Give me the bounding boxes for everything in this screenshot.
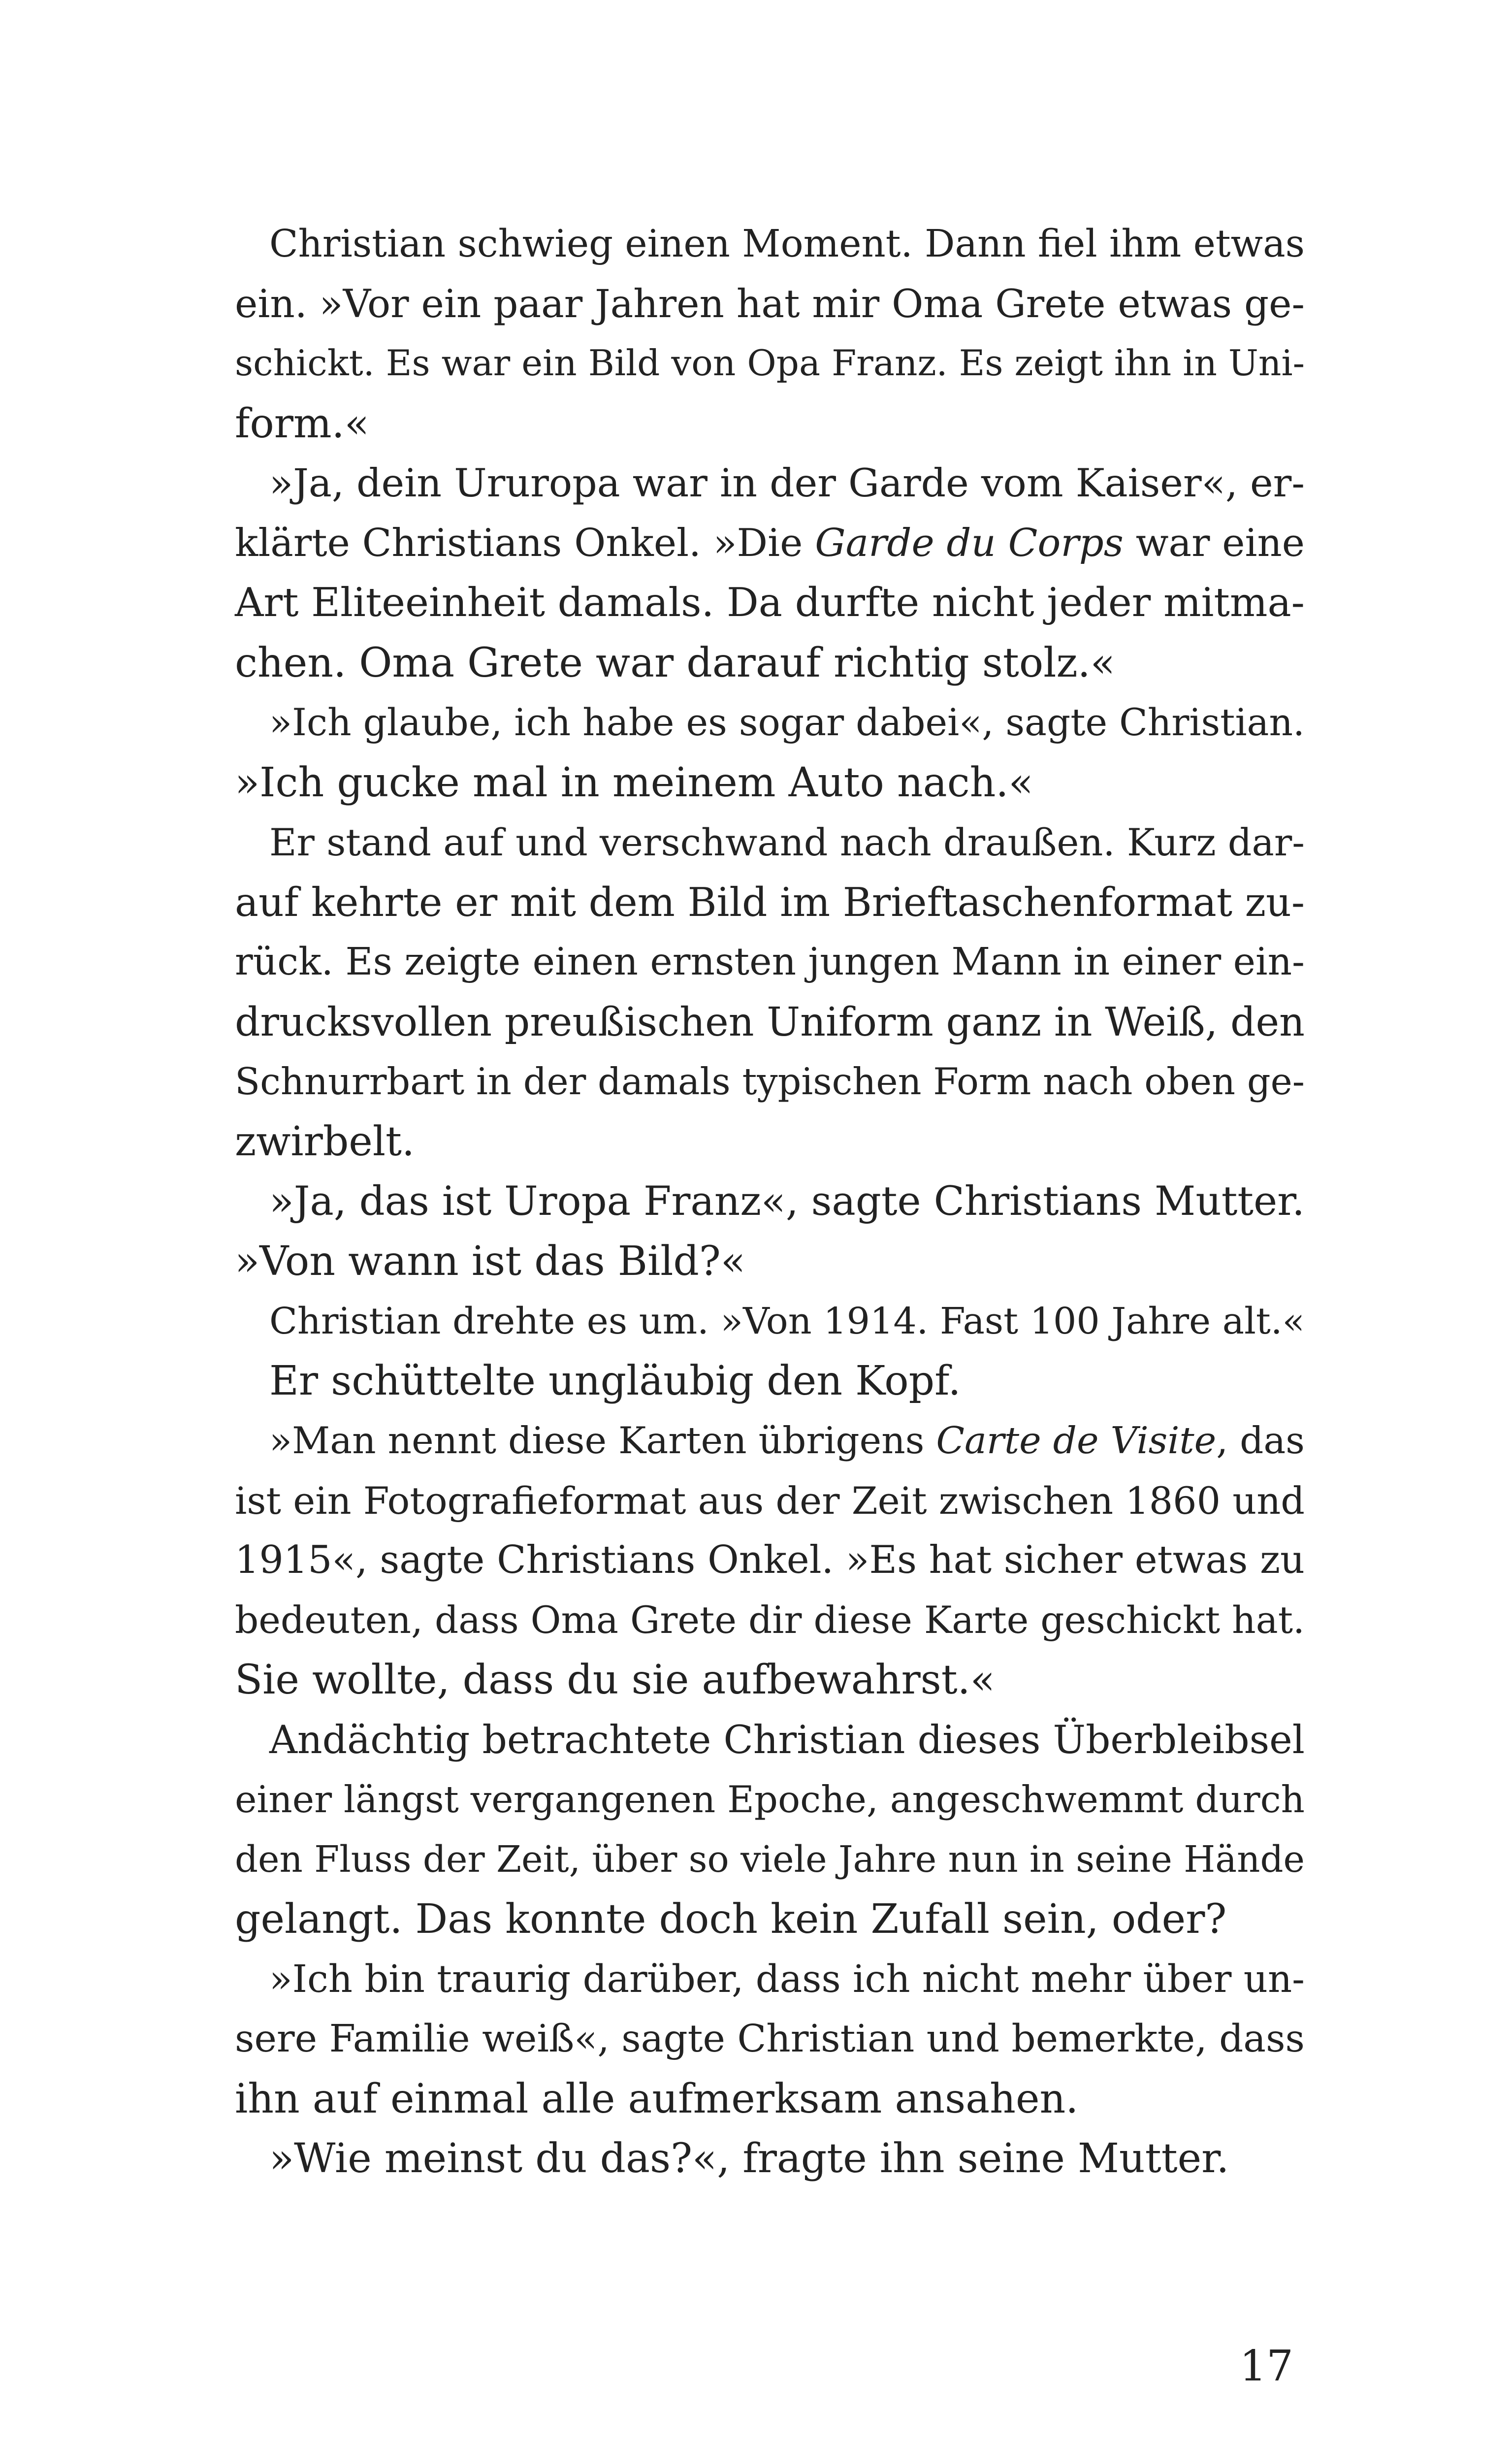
- text-run: Art Eliteeinheit damals. Da durfte nicht jeder mitma-: [235, 580, 1305, 626]
- text-line: [235, 573, 1305, 633]
- text-run: drucksvollen preußischen Uniform ganz in Weiß, den: [235, 998, 1305, 1045]
- text-run: den Fluss der Zeit, über so viele Jahre nun in seine Hände: [235, 1838, 1305, 1881]
- text-line-content: [235, 580, 1305, 626]
- text-line: [235, 813, 1305, 873]
- text-run: war eine: [1123, 521, 1305, 565]
- text-run: Schnurrbart in der damals typischen Form nach oben ge-: [235, 1060, 1305, 1103]
- text-run: Sie wollte, dass du sie aufbewahrst.«: [235, 1657, 995, 1703]
- text-line: [235, 2129, 1305, 2189]
- text-line: [235, 992, 1305, 1052]
- text-line: [235, 1830, 1305, 1890]
- text-run: ist ein Fotografieformat aus der Zeit zwischen 1860 und: [235, 1478, 1305, 1523]
- text-run: »Von wann ist das Bild?«: [235, 1238, 746, 1285]
- text-line: [235, 1770, 1305, 1830]
- text-line-content: [235, 400, 369, 447]
- text-line: [235, 873, 1305, 933]
- text-run: rück. Es zeigte einen ernsten jungen Mann in einer ein-: [235, 940, 1305, 984]
- text-line-content: [269, 1717, 1305, 1762]
- text-line-content: [269, 1300, 1305, 1342]
- text-line-content: [235, 1657, 995, 1703]
- text-line-content: [235, 1778, 1305, 1821]
- text-line: [235, 2009, 1305, 2069]
- page-number: 17: [1239, 2342, 1293, 2391]
- text-line: [235, 1471, 1305, 1531]
- text-run: »Ich gucke mal in meinem Auto nach.«: [235, 759, 1033, 806]
- text-line: [235, 514, 1305, 574]
- text-line-content: [235, 1839, 1305, 1881]
- text-run: »Ich bin traurig darüber, dass ich nicht mehr über un-: [269, 1957, 1305, 2001]
- text-line: [235, 1291, 1305, 1351]
- text-line-content: [235, 999, 1305, 1045]
- text-line-content: [235, 282, 1305, 326]
- text-line-content: [235, 1479, 1305, 1523]
- text-run: form.«: [235, 400, 369, 447]
- text-line: [235, 1351, 1305, 1411]
- text-line-content: [235, 879, 1305, 925]
- text-run: zwirbelt.: [235, 1118, 415, 1165]
- text-line: [235, 394, 1305, 454]
- text-line: [235, 1710, 1305, 1770]
- text-line-content: [269, 1358, 961, 1404]
- text-line-content: [269, 1419, 1305, 1462]
- text-line-content: [235, 1598, 1305, 1642]
- text-run: »Ich glaube, ich habe es sogar dabei«, sagte Christian.: [269, 701, 1305, 744]
- text-line-content: [235, 640, 1115, 686]
- text-line: [235, 274, 1305, 334]
- text-run: Er schüttelte ungläubig den Kopf.: [269, 1357, 961, 1404]
- text-run: schickt. Es war ein Bild von Opa Franz. Es zeigt ihn in Uni-: [235, 343, 1305, 384]
- text-line-content: [269, 1957, 1305, 2001]
- text-run: ein. »Vor ein paar Jahren hat mir Oma Grete etwas ge-: [235, 281, 1305, 326]
- text-line: [235, 1531, 1305, 1591]
- text-line-content: [269, 820, 1305, 864]
- text-line: [235, 334, 1305, 394]
- text-line: [235, 932, 1305, 992]
- text-line-content: [235, 521, 1305, 565]
- italic-text: Carte de Visite: [936, 1419, 1217, 1462]
- text-line-content: [235, 940, 1305, 984]
- text-line-content: [235, 2017, 1305, 2061]
- text-line-content: [269, 1178, 1305, 1225]
- text-line: [235, 1889, 1305, 1950]
- text-run: »Wie meinst du das?«, fragte ihn seine Mutter.: [269, 2135, 1229, 2182]
- text-run: ihn auf einmal alle aufmerksam ansahen.: [235, 2075, 1079, 2122]
- text-run: bedeuten, dass Oma Grete dir diese Karte geschickt hat.: [235, 1598, 1305, 1642]
- body-text: [235, 214, 1305, 2189]
- text-line: [235, 454, 1305, 514]
- italic-text: Garde du Corps: [815, 521, 1124, 565]
- text-line-content: [269, 701, 1305, 744]
- text-line-content: [235, 1896, 1226, 1943]
- text-line: [235, 1112, 1305, 1172]
- text-run: einer längst vergangenen Epoche, angeschwemmt durch: [235, 1778, 1305, 1821]
- text-run: Christian drehte es um. »Von 1914. Fast 100 Jahre alt.«: [269, 1300, 1305, 1342]
- text-run: Christian schwieg einen Moment. Dann fiel ihm etwas: [269, 222, 1305, 266]
- text-run: chen. Oma Grete war darauf richtig stolz.«: [235, 639, 1115, 686]
- text-line-content: [235, 1538, 1305, 1582]
- text-line-content: [269, 460, 1305, 506]
- text-line: [235, 214, 1305, 274]
- text-line: [235, 1052, 1305, 1112]
- text-line-content: [269, 222, 1305, 266]
- text-run: »Ja, dein Ururopa war in der Garde vom Kaiser«, er-: [269, 460, 1305, 506]
- text-run: gelangt. Das konnte doch kein Zufall sein, oder?: [235, 1896, 1227, 1943]
- text-line: [235, 693, 1305, 753]
- text-line: [235, 2069, 1305, 2129]
- text-line: [235, 1650, 1305, 1710]
- text-run: »Ja, das ist Uropa Franz«, sagte Christians Mutter.: [269, 1178, 1305, 1225]
- text-run: 1915«, sagte Christians Onkel. »Es hat sicher etwas zu: [235, 1538, 1305, 1582]
- text-line-content: [235, 343, 1305, 384]
- text-line-content: [235, 1238, 745, 1285]
- text-line: [235, 753, 1305, 813]
- text-line-content: [235, 1118, 415, 1165]
- text-run: Andächtig betrachtete Christian dieses Überbleibsel: [269, 1717, 1305, 1762]
- text-run: sere Familie weiß«, sagte Christian und bemerkte, dass: [235, 2017, 1305, 2061]
- text-line: [235, 633, 1305, 693]
- text-run: »Man nennt diese Karten übrigens: [269, 1419, 936, 1462]
- text-line: [235, 1950, 1305, 2010]
- text-line: [235, 1411, 1305, 1471]
- text-run: auf kehrte er mit dem Bild im Brieftaschenformat zu-: [235, 879, 1305, 925]
- text-run: , das: [1216, 1419, 1305, 1462]
- text-line-content: [235, 1060, 1305, 1103]
- text-line: [235, 1172, 1305, 1232]
- text-line-content: [235, 759, 1033, 806]
- text-line-content: [269, 2135, 1229, 2182]
- text-line: [235, 1591, 1305, 1651]
- text-run: klärte Christians Onkel. »Die: [235, 521, 815, 565]
- text-line-content: [235, 2076, 1078, 2122]
- text-line: [235, 1232, 1305, 1292]
- text-run: Er stand auf und verschwand nach draußen. Kurz dar-: [269, 820, 1305, 864]
